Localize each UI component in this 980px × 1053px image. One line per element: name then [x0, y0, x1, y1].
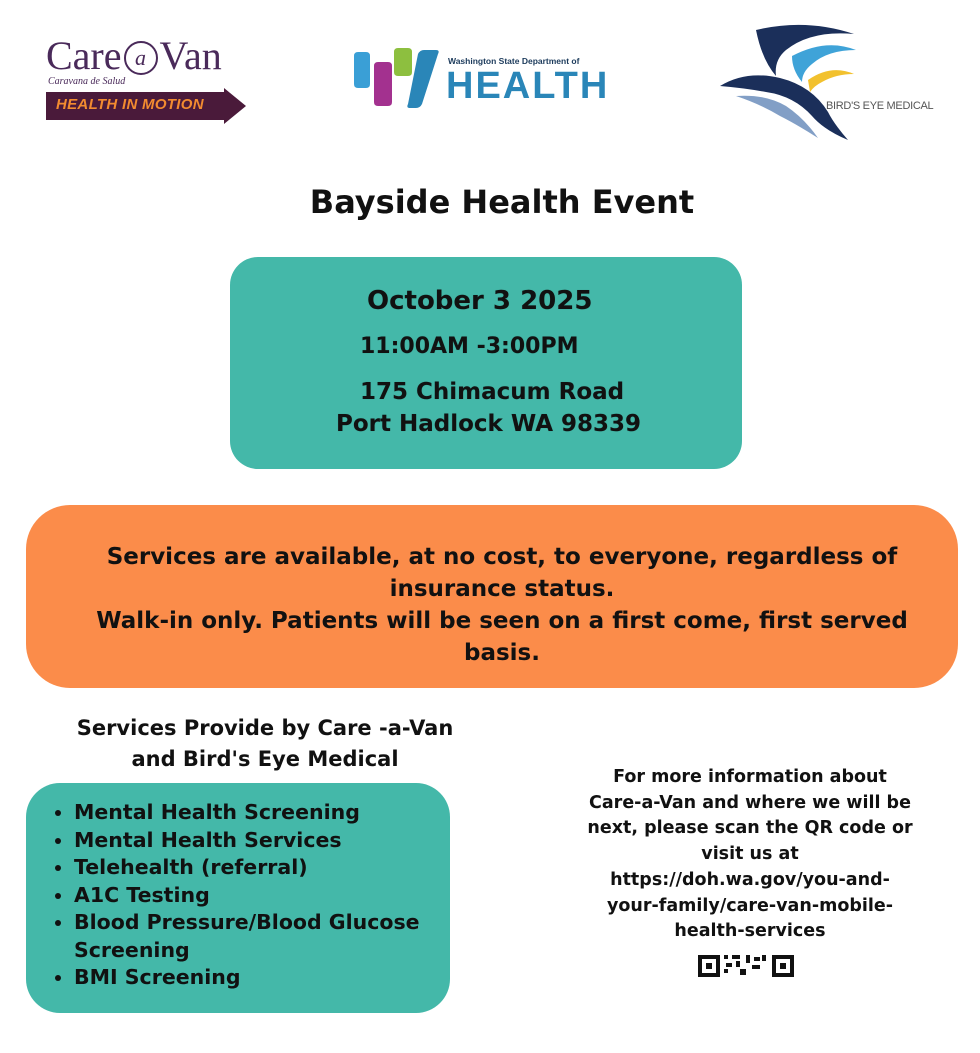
list-item: • Blood Pressure/Blood Glucose Screening — [74, 909, 454, 964]
info-url[interactable]: your-family/care-van-mobile- — [606, 895, 894, 916]
birds-eye-medical-logo — [716, 20, 946, 154]
qr-code-icon[interactable] — [696, 953, 796, 1053]
notice-box — [26, 505, 958, 688]
notice-walk-in: Walk-in only. Patients will be seen on a first come, first served basis. — [96, 608, 908, 666]
event-address-line2: Port Hadlock WA 98339 — [336, 411, 642, 437]
info-text — [560, 765, 940, 945]
logo-word-van: Van — [159, 33, 222, 78]
birds-eye-text: BIRD'S EYE MEDICAL — [826, 100, 934, 112]
logo-tagline: HEALTH IN MOTION — [56, 96, 204, 113]
care-a-van-logo — [46, 34, 256, 126]
notice-cost: Services are available, at no cost, to everyone, regardless of insurance status. — [106, 544, 898, 602]
info-line: next, please scan the QR code or — [587, 818, 913, 839]
list-item: • Telehealth (referral) — [74, 854, 454, 882]
info-url[interactable]: health-services — [674, 921, 826, 942]
event-time: 11:00AM -3:00PM — [360, 334, 579, 359]
services-header-line1: Services Provide by Care -a-Van — [76, 716, 454, 740]
event-address-line1: 175 Chimacum Road — [360, 379, 625, 405]
services-header-line2: and Bird's Eye Medical — [131, 747, 399, 771]
doh-big-text: HEALTH — [446, 65, 610, 107]
list-item: • A1C Testing — [74, 882, 454, 910]
info-line: For more information about — [613, 767, 887, 787]
logo-subtitle: Caravana de Salud — [48, 76, 126, 87]
doh-mark-icon — [352, 46, 444, 112]
event-title: Bayside Health Event — [309, 183, 695, 221]
services-list — [50, 799, 454, 992]
info-url[interactable]: https://doh.wa.gov/you-and- — [610, 869, 890, 890]
event-date: October 3 2025 — [367, 286, 593, 316]
logo-word-care: Care — [46, 33, 122, 78]
services-box — [26, 783, 450, 1013]
doh-logo — [352, 46, 610, 112]
info-line: Care-a-Van and where we will be — [589, 792, 911, 813]
bird-icon — [716, 20, 946, 154]
list-item: • Mental Health Screening — [74, 799, 454, 827]
list-item: • BMI Screening — [74, 964, 454, 992]
doh-small-text: Washington State Department of — [448, 56, 580, 66]
logo-word-a: a — [124, 41, 158, 75]
services-header — [40, 713, 490, 775]
list-item: • Mental Health Services — [74, 827, 454, 855]
info-line: visit us at — [701, 844, 799, 865]
event-details-box — [230, 257, 742, 469]
